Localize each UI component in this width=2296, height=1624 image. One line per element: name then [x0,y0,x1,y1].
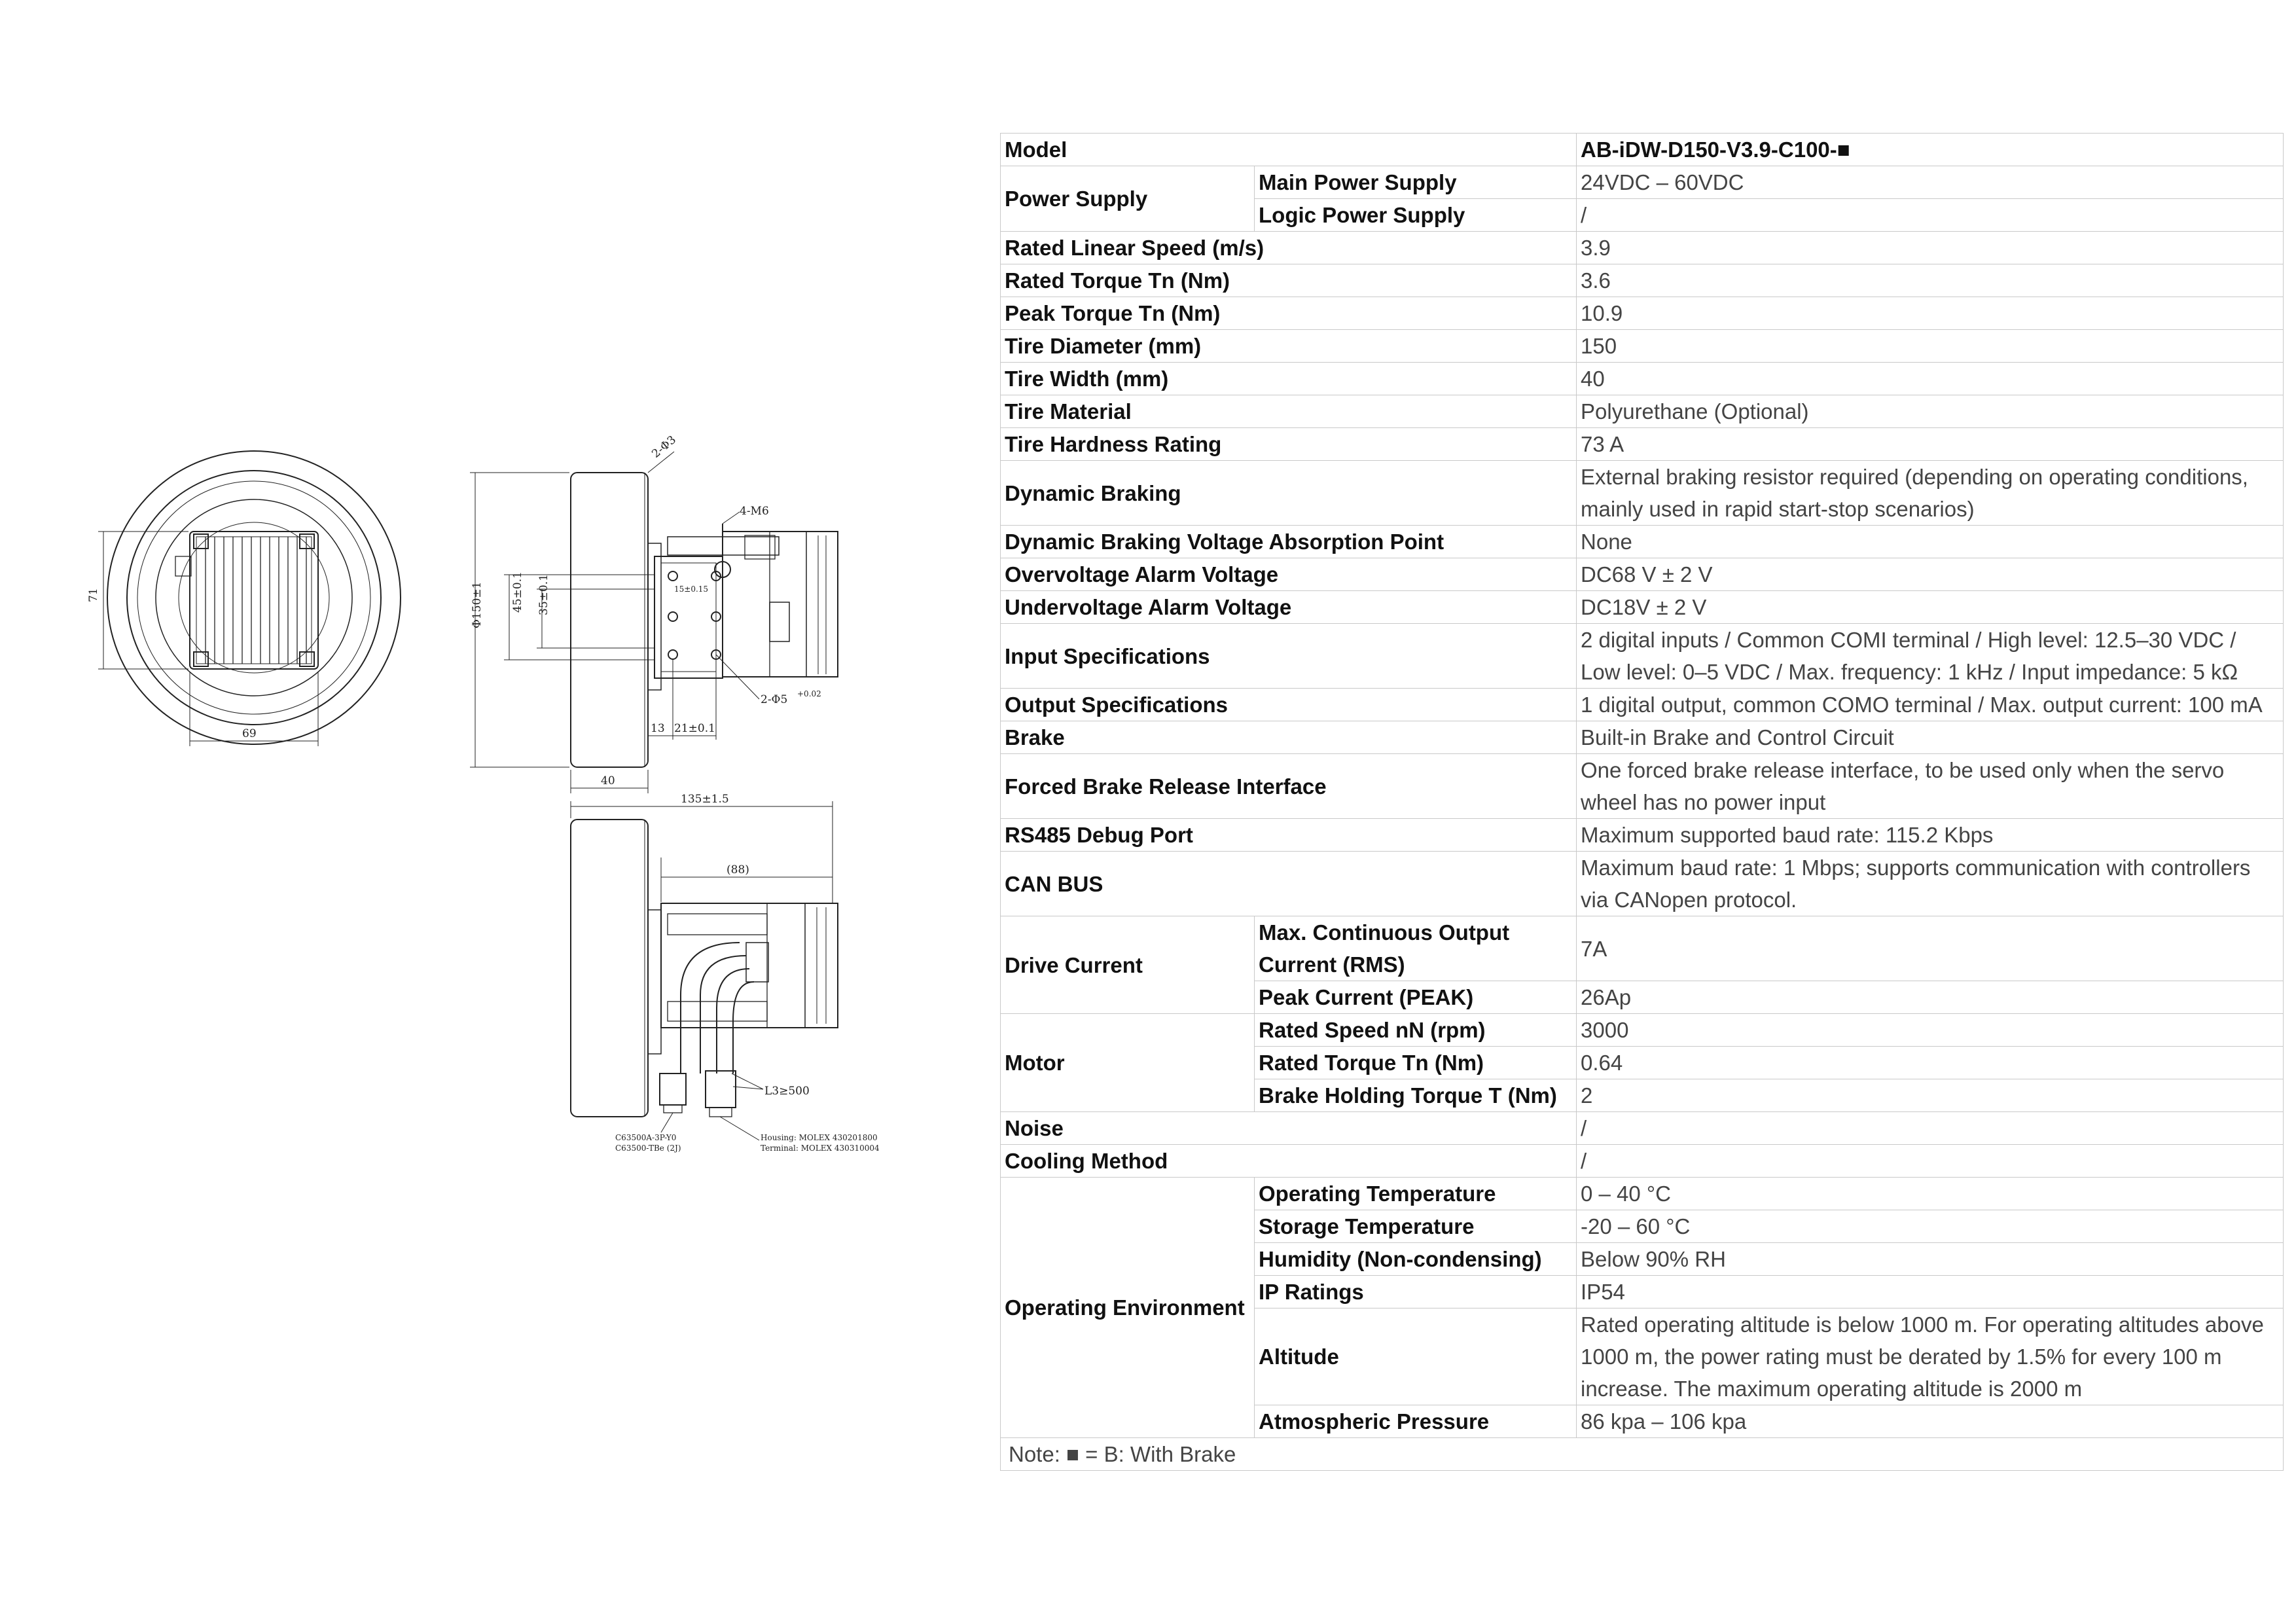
spec-row-motor-speed [1001,1014,2284,1047]
spec-row-linear-speed [1001,232,2284,264]
cable-length-dim: L3≥500 [764,1085,810,1098]
db-voltage-label: Dynamic Braking Voltage Absorption Point [1001,526,1577,558]
mount-45-dim: 45±0.1 [511,571,524,613]
motor-speed-label: Rated Speed nN (rpm) [1255,1014,1577,1047]
spec-row-note [1001,1438,2284,1471]
altitude-value: Rated operating altitude is below 1000 m. For operating altitudes above 1000 m, the power rating must be derated by 1.5% for every 100 m increase. The maximum operating altitude is 2000 m [1577,1308,2284,1405]
front-view-drawing [98,451,401,746]
overall-length-dim: 135±1.5 [681,793,729,806]
spec-row-cooling [1001,1145,2284,1178]
peak-torque-value: 10.9 [1577,297,2284,330]
spec-row-drive-cont [1001,916,2284,981]
motor-speed-value: 3000 [1577,1014,2284,1047]
cooling-value: / [1577,1145,2284,1178]
motor-brake-label: Brake Holding Torque T (Nm) [1255,1079,1577,1112]
main-power-label: Main Power Supply [1255,166,1577,199]
spec-row-dynamic-braking [1001,461,2284,526]
humidity-label: Humidity (Non-condensing) [1255,1243,1577,1276]
input-spec-value: 2 digital inputs / Common COMI terminal / High level: 12.5–30 VDC / Low level: 0–5 VDC / Max. frequency: 1 kHz / Input impedance: 5 kΩ [1577,624,2284,689]
hole-pattern-dim: 2-Φ3 [649,433,679,461]
spec-row-undervoltage [1001,591,2284,624]
tire-diameter-label: Tire Diameter (mm) [1001,330,1577,363]
spec-row-overvoltage [1001,558,2284,591]
peak-current-value: 26Ap [1577,981,2284,1014]
spec-row-env-op-temp [1001,1178,2284,1210]
side-height-dim: Φ150±1 [471,581,484,628]
ip-rating-label: IP Ratings [1255,1276,1577,1308]
can-bus-label: CAN BUS [1001,852,1577,916]
db-voltage-value: None [1577,526,2284,558]
altitude-label: Altitude [1255,1308,1577,1405]
cont-current-value: 7A [1577,916,2284,981]
spec-row-brake [1001,721,2284,754]
drive-current-label: Drive Current [1001,916,1255,1014]
linear-speed-value: 3.9 [1577,232,2284,264]
overvoltage-value: DC68 V ± 2 V [1577,558,2284,591]
op-temp-label: Operating Temperature [1255,1178,1577,1210]
can-bus-value: Maximum baud rate: 1 Mbps; supports communication with controllers via CANopen protocol. [1577,852,2284,916]
spec-row-rs485 [1001,819,2284,852]
model-label: Model [1001,134,1577,166]
housing-label: Housing: MOLEX 430201800 [761,1133,878,1142]
tire-material-value: Polyurethane (Optional) [1577,395,2284,428]
noise-value: / [1577,1112,2284,1145]
noise-label: Noise [1001,1112,1577,1145]
tire-hardness-value: 73 A [1577,428,2284,461]
model-value: AB-iDW-D150-V3.9-C100-■ [1577,134,2284,166]
front-height-dim: 71 [87,588,100,602]
tire-material-label: Tire Material [1001,395,1577,428]
tire-diameter-value: 150 [1577,330,2284,363]
output-spec-label: Output Specifications [1001,689,1577,721]
pressure-value: 86 kpa – 106 kpa [1577,1405,2284,1438]
spec-row-rated-torque [1001,264,2284,297]
technical-drawings [0,0,969,1624]
motor-label: Motor [1001,1014,1255,1112]
storage-temp-label: Storage Temperature [1255,1210,1577,1243]
undervoltage-value: DC18V ± 2 V [1577,591,2284,624]
peak-current-label: Peak Current (PEAK) [1255,981,1577,1014]
forced-release-label: Forced Brake Release Interface [1001,754,1577,819]
spec-row-model [1001,134,2284,166]
note-text: Note: ■ = B: With Brake [1001,1438,2284,1471]
input-spec-label: Input Specifications [1001,624,1577,689]
environment-label: Operating Environment [1001,1178,1255,1438]
pressure-label: Atmospheric Pressure [1255,1405,1577,1438]
spec-row-tire-material [1001,395,2284,428]
front-width-dim: 69 [242,727,257,740]
spec-row-tire-width [1001,363,2284,395]
storage-temp-value: -20 – 60 °C [1577,1210,2284,1243]
logic-power-value: / [1577,199,2284,232]
connector-a1-label: C63500A-3P-Y0 [615,1133,677,1142]
mount-35-dim: 35±0.1 [537,574,550,615]
spec-row-can-bus [1001,852,2284,916]
cont-current-label: Max. Continuous Output Current (RMS) [1255,916,1577,981]
pin-holes-dim: 2-Φ5 [761,693,788,706]
tire-width-label: Tire Width (mm) [1001,363,1577,395]
motor-brake-value: 2 [1577,1079,2284,1112]
logic-power-label: Logic Power Supply [1255,199,1577,232]
connector-a2-label: C63500-TBe (2J) [615,1144,681,1153]
spec-row-forced-release [1001,754,2284,819]
forced-release-value: One forced brake release interface, to be used only when the servo wheel has no power input [1577,754,2284,819]
undervoltage-label: Undervoltage Alarm Voltage [1001,591,1577,624]
spec-row-db-voltage [1001,526,2284,558]
rs485-value: Maximum supported baud rate: 115.2 Kbps [1577,819,2284,852]
op-temp-value: 0 – 40 °C [1577,1178,2284,1210]
spec-row-input-spec [1001,624,2284,689]
output-spec-value: 1 digital output, common COMO terminal / Max. output current: 100 mA [1577,689,2284,721]
motor-torque-value: 0.64 [1577,1047,2284,1079]
terminal-label: Terminal: MOLEX 430310004 [761,1144,880,1153]
spec-row-tire-hardness [1001,428,2284,461]
offset-13-dim: 13 [651,722,665,735]
spec-row-power-main [1001,166,2284,199]
linear-speed-label: Rated Linear Speed (m/s) [1001,232,1577,264]
ip-rating-value: IP54 [1577,1276,2284,1308]
brake-label: Brake [1001,721,1577,754]
rated-torque-label: Rated Torque Tn (Nm) [1001,264,1577,297]
bolt-dim: 4-M6 [740,505,769,518]
humidity-value: Below 90% RH [1577,1243,2284,1276]
spec-table-container [1000,133,2283,1498]
motor-torque-label: Rated Torque Tn (Nm) [1255,1047,1577,1079]
rs485-label: RS485 Debug Port [1001,819,1577,852]
main-power-value: 24VDC – 60VDC [1577,166,2284,199]
tire-hardness-label: Tire Hardness Rating [1001,428,1577,461]
cooling-label: Cooling Method [1001,1145,1577,1178]
brake-value: Built-in Brake and Control Circuit [1577,721,2284,754]
peak-torque-label: Peak Torque Tn (Nm) [1001,297,1577,330]
power-supply-label: Power Supply [1001,166,1255,232]
mount-15-dim: 15±0.15 [674,585,709,594]
pin-tolerance-dim: +0.02 [797,689,821,698]
mount-21-dim: 21±0.1 [674,722,715,735]
spec-row-tire-diameter [1001,330,2284,363]
tire-width-value: 40 [1577,363,2284,395]
spec-table [1000,133,2284,1471]
side-view-drawing [470,452,838,793]
dynamic-braking-label: Dynamic Braking [1001,461,1577,526]
tire-width-dim: 40 [601,774,615,787]
overvoltage-label: Overvoltage Alarm Voltage [1001,558,1577,591]
spec-row-peak-torque [1001,297,2284,330]
rated-torque-value: 3.6 [1577,264,2284,297]
dynamic-braking-value: External braking resistor required (depending on operating conditions, mainly used in rapid start-stop scenarios) [1577,461,2284,526]
spec-row-output-spec [1001,689,2284,721]
spec-row-noise [1001,1112,2284,1145]
motor-length-dim: (88) [726,863,749,876]
